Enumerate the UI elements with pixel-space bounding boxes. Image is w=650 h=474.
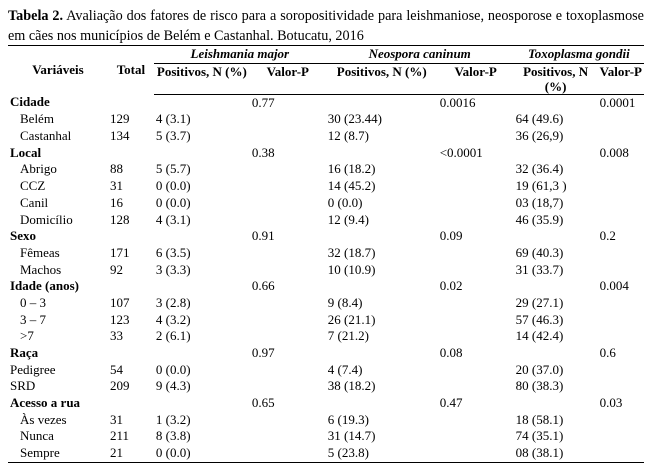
empty-cell xyxy=(438,111,514,128)
row-neos-positivos: 6 (19.3) xyxy=(327,411,369,427)
table-caption-text: Avaliação dos fatores de risco para a soropositividade para leishmaniose, neosporose e toxoplasmose em cães nos municípios de Belém e Castanhal. Botucatu, 2016 xyxy=(8,8,644,44)
p-value-toxo: 0.6 xyxy=(599,345,616,360)
row-neos-positivos: 32 (18.7) xyxy=(327,244,376,260)
p-value-toxo: 0.2 xyxy=(599,228,616,244)
empty-cell xyxy=(154,395,250,412)
header-group-neospora: Neospora caninum xyxy=(326,46,514,64)
empty-cell xyxy=(250,111,326,128)
table-row xyxy=(8,362,644,379)
empty-cell xyxy=(438,161,514,178)
header-variaveis: Variáveis xyxy=(8,46,108,95)
empty-cell xyxy=(326,228,438,245)
section-title: Sexo xyxy=(10,228,36,244)
table-row xyxy=(8,212,644,229)
header-total: Total xyxy=(108,46,154,95)
row-neos-positivos: 30 (23.44) xyxy=(327,111,382,127)
row-neos-positivos: 5 (23.8) xyxy=(326,445,438,462)
p-value-leish: 0.66 xyxy=(251,278,275,294)
p-value-leish: 0.77 xyxy=(251,94,275,110)
row-neos-positivos: 38 (18.2) xyxy=(327,378,376,394)
empty-cell xyxy=(438,128,514,145)
row-toxo-positivos: 29 (27.1) xyxy=(515,294,564,310)
p-value-toxo: 0.008 xyxy=(599,144,629,160)
p-value-toxo: 0.03 xyxy=(599,395,623,411)
empty-cell xyxy=(598,445,644,462)
empty-cell xyxy=(326,345,438,362)
empty-cell xyxy=(250,128,326,145)
row-total: 31 xyxy=(109,178,123,194)
row-toxo-positivos: 36 (26,9) xyxy=(515,128,564,144)
row-label: Castanhal xyxy=(20,128,72,144)
row-total: 129 xyxy=(109,111,130,127)
p-value-toxo: 0.0001 xyxy=(599,94,636,110)
empty-cell xyxy=(438,212,514,229)
empty-cell xyxy=(598,262,644,279)
row-leish-positivos: 2 (6.1) xyxy=(155,328,191,344)
empty-cell xyxy=(514,228,598,245)
row-leish-positivos: 4 (3.2) xyxy=(155,311,191,327)
empty-cell xyxy=(598,428,644,445)
p-value-leish: 0.65 xyxy=(251,395,275,411)
row-toxo-positivos: 20 (37.0) xyxy=(515,361,564,377)
table-row xyxy=(8,295,644,312)
empty-cell xyxy=(598,328,644,345)
row-toxo-positivos: 69 (40.3) xyxy=(515,244,564,260)
table-row xyxy=(8,328,644,345)
row-leish-positivos: 3 (3.3) xyxy=(155,261,191,277)
empty-cell xyxy=(514,94,598,111)
empty-cell xyxy=(598,312,644,329)
header-group-toxoplasma: Toxoplasma gondii xyxy=(514,46,644,64)
row-neos-positivos: 4 (7.4) xyxy=(327,361,363,377)
empty-cell xyxy=(250,378,326,395)
empty-cell xyxy=(598,161,644,178)
empty-cell xyxy=(598,128,644,145)
row-neos-positivos: 12 (8.7) xyxy=(327,128,369,144)
table-row xyxy=(8,111,644,128)
row-neos-positivos: 10 (10.9) xyxy=(327,261,376,277)
empty-cell xyxy=(598,111,644,128)
row-neos-positivos: 0 (0.0) xyxy=(327,194,363,210)
row-label: Canil xyxy=(20,194,49,210)
empty-cell xyxy=(250,212,326,229)
header-neos-valor-p: Valor-P xyxy=(438,63,514,94)
row-toxo-positivos: 57 (46.3) xyxy=(515,311,564,327)
row-label: 0 – 3 xyxy=(20,294,46,310)
row-total: 134 xyxy=(109,128,130,144)
row-leish-positivos: 0 (0.0) xyxy=(154,445,250,462)
empty-cell xyxy=(598,245,644,262)
empty-cell xyxy=(250,161,326,178)
p-value-leish: 0.91 xyxy=(251,228,275,244)
section-title: Raça xyxy=(10,345,39,360)
empty-cell xyxy=(326,94,438,111)
row-label: Às vezes xyxy=(20,411,67,427)
row-neos-positivos: 14 (45.2) xyxy=(327,178,376,194)
p-value-neos: 0.0016 xyxy=(439,94,476,110)
row-total: 31 xyxy=(109,411,123,427)
table-row xyxy=(8,428,644,445)
row-label: Abrigo xyxy=(20,161,57,177)
p-value-leish: 0.38 xyxy=(251,144,275,160)
empty-cell xyxy=(250,245,326,262)
empty-cell xyxy=(598,212,644,229)
empty-cell xyxy=(514,278,598,295)
empty-cell xyxy=(514,345,598,362)
empty-cell xyxy=(514,145,598,162)
header-leish-positivos: Positivos, N (%) xyxy=(154,63,250,94)
row-toxo-positivos: 03 (18,7) xyxy=(515,194,564,210)
empty-cell xyxy=(438,328,514,345)
empty-cell xyxy=(438,295,514,312)
p-value-neos: <0.0001 xyxy=(439,144,483,160)
empty-cell xyxy=(598,178,644,195)
row-leish-positivos: 4 (3.1) xyxy=(155,211,191,227)
row-neos-positivos: 26 (21.1) xyxy=(327,311,376,327)
empty-cell xyxy=(250,328,326,345)
table-row xyxy=(8,312,644,329)
table-row xyxy=(8,445,644,462)
header-row-groups xyxy=(8,46,644,64)
empty-cell xyxy=(154,228,250,245)
row-leish-positivos: 1 (3.2) xyxy=(155,411,191,427)
empty-cell xyxy=(108,145,154,162)
row-neos-positivos: 31 (14.7) xyxy=(327,428,376,444)
empty-cell xyxy=(250,445,326,462)
empty-cell xyxy=(154,278,250,295)
empty-cell xyxy=(326,145,438,162)
table-row xyxy=(8,195,644,212)
empty-cell xyxy=(598,295,644,312)
table-row xyxy=(8,245,644,262)
header-toxo-valor-p: Valor-P xyxy=(598,63,644,94)
empty-cell xyxy=(108,94,154,111)
row-leish-positivos: 9 (4.3) xyxy=(155,378,191,394)
section-row xyxy=(8,228,644,245)
empty-cell xyxy=(438,312,514,329)
row-label: Machos xyxy=(20,261,62,277)
empty-cell xyxy=(438,378,514,395)
empty-cell xyxy=(154,94,250,111)
empty-cell xyxy=(438,428,514,445)
risk-factor-table xyxy=(8,45,644,463)
empty-cell xyxy=(108,228,154,245)
row-toxo-positivos: 32 (36.4) xyxy=(515,161,564,177)
section-row xyxy=(8,94,644,111)
empty-cell xyxy=(108,395,154,412)
row-leish-positivos: 0 (0.0) xyxy=(155,178,191,194)
row-label: Sempre xyxy=(8,445,108,462)
empty-cell xyxy=(250,428,326,445)
row-total: 21 xyxy=(108,445,154,462)
table-row xyxy=(8,262,644,279)
empty-cell xyxy=(438,195,514,212)
empty-cell xyxy=(598,195,644,212)
p-value-neos: 0.09 xyxy=(439,228,463,244)
row-toxo-positivos: 18 (58.1) xyxy=(515,411,564,427)
row-toxo-positivos: 64 (49.6) xyxy=(515,111,564,127)
row-label: Pedigree xyxy=(10,361,56,377)
row-leish-positivos: 0 (0.0) xyxy=(155,194,191,210)
empty-cell xyxy=(598,378,644,395)
header-leish-valor-p: Valor-P xyxy=(250,63,326,94)
section-title: Idade (anos) xyxy=(10,278,79,294)
section-title: Acesso a rua xyxy=(10,395,81,411)
row-label: Fêmeas xyxy=(20,244,60,260)
header-neos-positivos: Positivos, N (%) xyxy=(326,63,438,94)
empty-cell xyxy=(438,178,514,195)
empty-cell xyxy=(250,412,326,429)
table-row xyxy=(8,161,644,178)
section-title: Local xyxy=(10,144,42,160)
row-label: Nunca xyxy=(20,428,54,444)
section-row xyxy=(8,345,644,362)
table-body xyxy=(8,94,644,462)
row-neos-positivos: 9 (8.4) xyxy=(327,294,363,310)
row-leish-positivos: 8 (3.8) xyxy=(155,428,191,444)
empty-cell xyxy=(326,278,438,295)
row-toxo-positivos: 19 (61,3 ) xyxy=(515,178,567,194)
row-toxo-positivos: 80 (38.3) xyxy=(515,378,564,394)
p-value-leish: 0.97 xyxy=(251,345,275,360)
row-total: 211 xyxy=(109,428,129,444)
header-toxo-positivos: Positivos, N (%) xyxy=(514,63,598,94)
empty-cell xyxy=(438,362,514,379)
empty-cell xyxy=(250,262,326,279)
empty-cell xyxy=(250,295,326,312)
row-toxo-positivos: 14 (42.4) xyxy=(515,328,564,344)
table-caption-label: Tabela 2. xyxy=(8,8,64,24)
empty-cell xyxy=(598,362,644,379)
table-row xyxy=(8,178,644,195)
p-value-neos: 0.02 xyxy=(439,278,463,294)
empty-cell xyxy=(598,412,644,429)
empty-cell xyxy=(326,395,438,412)
p-value-neos: 0.47 xyxy=(439,395,463,411)
empty-cell xyxy=(250,195,326,212)
empty-cell xyxy=(108,278,154,295)
row-total: 171 xyxy=(109,244,130,260)
table-caption xyxy=(8,6,644,46)
section-row xyxy=(8,145,644,162)
empty-cell xyxy=(250,312,326,329)
row-label: SRD xyxy=(10,378,36,394)
section-row xyxy=(8,278,644,295)
row-total: 209 xyxy=(109,378,130,394)
row-toxo-positivos: 08 (38.1) xyxy=(514,445,598,462)
empty-cell xyxy=(438,412,514,429)
table-row xyxy=(8,378,644,395)
p-value-neos: 0.08 xyxy=(439,345,463,360)
table-row xyxy=(8,128,644,145)
row-neos-positivos: 7 (21.2) xyxy=(327,328,369,344)
header-group-leishmania: Leishmania major xyxy=(154,46,326,64)
section-row xyxy=(8,395,644,412)
empty-cell xyxy=(250,362,326,379)
row-leish-positivos: 3 (2.8) xyxy=(155,294,191,310)
row-leish-positivos: 5 (5.7) xyxy=(155,161,191,177)
row-total: 88 xyxy=(109,161,123,177)
row-total: 128 xyxy=(109,211,130,227)
row-label: Belém xyxy=(20,111,54,127)
row-neos-positivos: 16 (18.2) xyxy=(327,161,376,177)
empty-cell xyxy=(108,345,154,362)
row-label: CCZ xyxy=(20,178,46,194)
row-toxo-positivos: 46 (35.9) xyxy=(515,211,564,227)
p-value-toxo: 0.004 xyxy=(599,278,629,294)
row-total: 16 xyxy=(109,194,123,210)
table-row xyxy=(8,412,644,429)
row-neos-positivos: 12 (9.4) xyxy=(327,211,369,227)
row-label: Domicílio xyxy=(20,211,73,227)
empty-cell xyxy=(154,345,250,362)
empty-cell xyxy=(250,178,326,195)
empty-cell xyxy=(438,245,514,262)
empty-cell xyxy=(154,145,250,162)
section-title: Cidade xyxy=(10,94,50,110)
row-total: 33 xyxy=(109,328,123,344)
row-total: 107 xyxy=(109,294,130,310)
row-total: 54 xyxy=(109,361,123,377)
row-total: 92 xyxy=(109,261,123,277)
row-total: 123 xyxy=(109,311,130,327)
empty-cell xyxy=(438,262,514,279)
empty-cell xyxy=(514,395,598,412)
row-toxo-positivos: 74 (35.1) xyxy=(515,428,564,444)
empty-cell xyxy=(438,445,514,462)
row-leish-positivos: 4 (3.1) xyxy=(155,111,191,127)
row-leish-positivos: 0 (0.0) xyxy=(155,361,191,377)
row-label: >7 xyxy=(20,328,34,344)
row-leish-positivos: 6 (3.5) xyxy=(155,244,191,260)
row-toxo-positivos: 31 (33.7) xyxy=(515,261,564,277)
row-label: 3 – 7 xyxy=(20,311,46,327)
row-leish-positivos: 5 (3.7) xyxy=(155,128,191,144)
